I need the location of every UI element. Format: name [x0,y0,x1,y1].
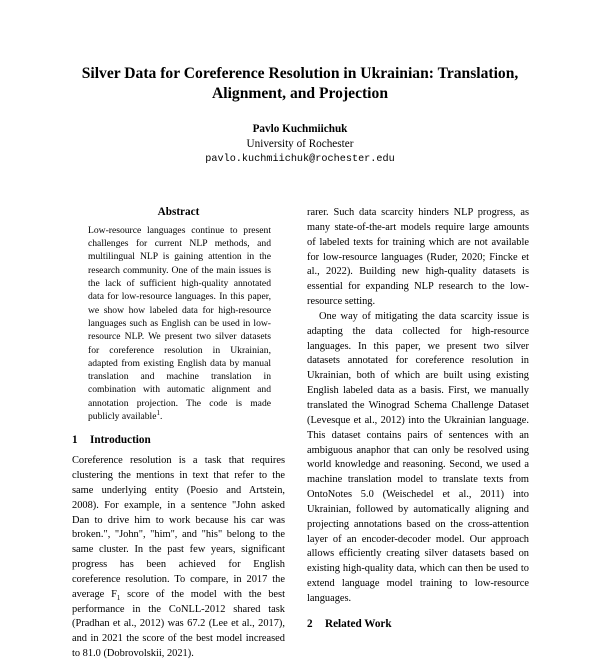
abstract-heading: Abstract [157,206,200,218]
left-column [72,205,285,662]
section-2-number: 2 [307,617,313,630]
section-1-heading [72,433,285,448]
abstract-text [72,224,285,423]
author-name: Pavlo Kuchmiichuk [252,123,348,135]
author-email: pavlo.kuchmiichuk@rochester.edu [205,154,395,165]
abstract-end: . [159,411,163,422]
section-1-number: 1 [72,434,78,447]
author-block [150,122,450,167]
intro-continuation: rarer. Such data scarcity hinders NLP progress, as many state-of-the-art models require large amounts of labeled texts for training which are not available for low-resource languages (Ruder, 2020; Fincke et al., 2022). Building new high-quality datasets is essential for expanding NLP research to the low-resource setting. [307,207,529,308]
intro-paragraph-1 [72,454,285,662]
abstract-body: Low-resource languages continue to present challenges for current NLP methods, and multilingual NLP is gaining attention in the research community. One of the main issues is the lack of sufficient high-quality annotated data for low-resource languages. In this paper, we show how labeled data for high-resource languages such as English can be used in low-resource NLP. We present two silver datasets for coreference resolution in Ukrainian, adapted from existing English data by manual translation and machine translation in combination with automatic alignment and annotation projection. The code is made publicly available [88,224,271,422]
right-column [307,206,529,638]
section-2-heading [307,617,529,632]
f1-subscript: 1 [116,593,121,602]
section-2-title: Related Work [325,617,392,630]
intro-paragraph-1-b: score of the model with the best performance in the CoNLL-2012 shared task (Pradhan et al., 2012) was 67.2 (Lee et al., 2017), and in 2021 the score of the best model increased to 81.0 (Dobrovolskii, 2021). [72,588,285,660]
intro-paragraph-1-a: Coreference resolution is a task that requires clustering the mentions in text that refer to the same underlying entity (Poesio and Artstein, 2008). For example, in a sentence "John asked Dan to drive him to work because his car was broken.", "John", "him", and "his" belong to the same cluster. In the past few years, significant progress has been achieved for English coreference resolution. To compare, in 2017 the average F [72,455,285,600]
intro-paragraph-2: One way of mitigating the data scarcity issue is adapting the data collected for high-resource languages. In this paper, we present two silver datasets annotated for coreference resolution in Ukrainian, both of which are built using existing English labeled data as a basis. First, we manually translated the Winograd Schema Challenge Dataset (Levesque et al., 2012) into the Ukrainian language. This dataset contains pairs of sentences with an ambiguous anaphor that can only be resolved using world knowledge and reasoning. Second, we used a machine translation model to translate texts from OntoNotes 5.0 (Weischedel et al., 2011) into Ukrainian, followed by automatically aligning and projecting annotations based on the cross-attention layer of an encoder-decoder model. Our approach allows efficiently creating silver datasets based on existing high-quality data, which can then be used to extend language model training to low-resource languages. [307,310,529,604]
author-affiliation: University of Rochester [246,138,354,150]
paper-title: Silver Data for Coreference Resolution in Ukrainian: Translation, Alignment, and Projection [81,65,519,102]
section-1-title: Introduction [90,434,151,447]
footnote-mark: 1 [156,408,160,417]
